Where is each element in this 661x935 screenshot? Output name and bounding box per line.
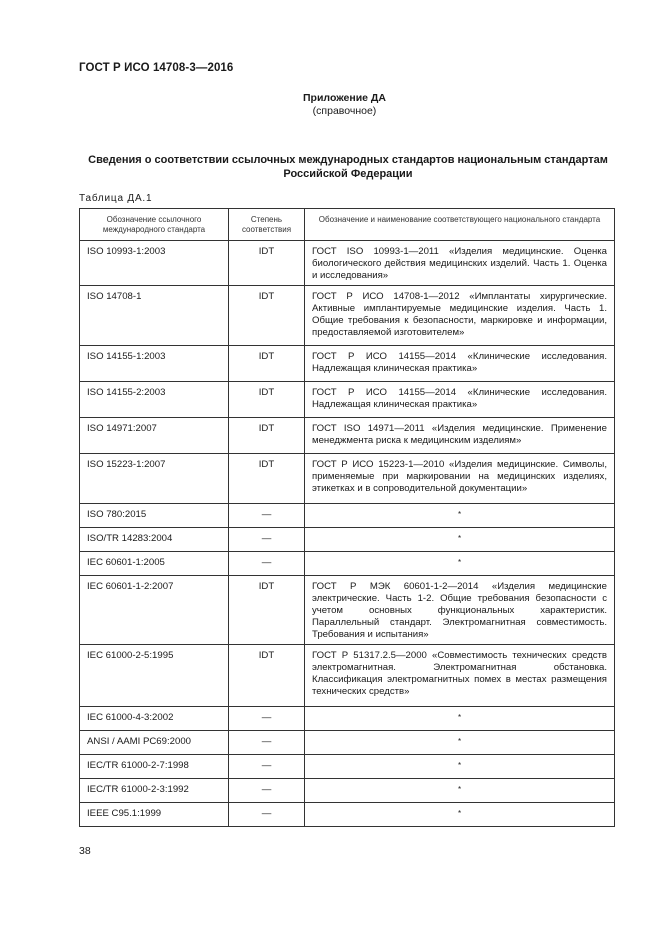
table-row: [80, 241, 615, 286]
cell-international-code: ISO 15223-1:2007: [80, 454, 229, 504]
header-degree: Степень соответствия: [229, 209, 305, 241]
cell-international-code: IEC 61000-4-3:2002: [80, 707, 229, 731]
cell-international-code: IEC 60601-1-2:2007: [80, 576, 229, 645]
cell-degree: IDT: [229, 418, 305, 454]
appendix-title: Приложение ДА: [303, 92, 386, 104]
cell-national-standard: *: [305, 552, 615, 576]
cell-degree: IDT: [229, 346, 305, 382]
cell-degree: IDT: [229, 286, 305, 346]
cell-international-code: ISO 14708-1: [80, 286, 229, 346]
table-row: [80, 731, 615, 755]
cell-international-code: ISO/TR 14283:2004: [80, 528, 229, 552]
table-caption: Таблица ДА.1: [79, 193, 153, 204]
cell-degree: —: [229, 803, 305, 827]
cell-national-standard: *: [305, 504, 615, 528]
table-row: [80, 779, 615, 803]
table-row: [80, 286, 615, 346]
cell-degree: —: [229, 755, 305, 779]
cell-national-standard: ГОСТ Р 51317.2.5—2000 «Совместимость технических средств электромагнитная. Электромагнитная обстановка. Классификация электромагнитных помех в местах размещения технических средств»: [305, 645, 615, 707]
cell-international-code: IEC 61000-2-5:1995: [80, 645, 229, 707]
cell-national-standard: ГОСТ Р ИСО 15223-1—2010 «Изделия медицинские. Символы, применяемые при маркировании на медицинских изделиях, этикетках и в сопроводительной документации»: [305, 454, 615, 504]
table-row: [80, 552, 615, 576]
cell-national-standard: *: [305, 528, 615, 552]
cell-international-code: ISO 780:2015: [80, 504, 229, 528]
cell-international-code: IEC/TR 61000-2-3:1992: [80, 779, 229, 803]
cell-international-code: ISO 10993-1:2003: [80, 241, 229, 286]
cell-international-code: ISO 14155-2:2003: [80, 382, 229, 418]
cell-national-standard: *: [305, 779, 615, 803]
table-row: [80, 755, 615, 779]
cell-international-code: IEC/TR 61000-2-7:1998: [80, 755, 229, 779]
section-title: Сведения о соответствии ссылочных международных стандартов национальным стандартам Российской Федерации: [88, 154, 608, 180]
cell-international-code: IEEE C95.1:1999: [80, 803, 229, 827]
appendix-subtitle: (справочное): [312, 105, 377, 117]
header-international-standard: Обозначение ссылочного международного стандарта: [80, 209, 229, 241]
cell-national-standard: ГОСТ Р ИСО 14708-1—2012 «Имплантаты хирургические. Активные имплантируемые медицинские изделия. Часть 1. Общие требования к безопасности, маркировке и информации, предоставляемой изготовителем»: [305, 286, 615, 346]
cell-national-standard: *: [305, 803, 615, 827]
cell-degree: —: [229, 552, 305, 576]
cell-international-code: IEC 60601-1:2005: [80, 552, 229, 576]
table-row: [80, 803, 615, 827]
cell-degree: IDT: [229, 576, 305, 645]
cell-international-code: ISO 14971:2007: [80, 418, 229, 454]
table-row: [80, 576, 615, 645]
cell-degree: —: [229, 707, 305, 731]
cell-national-standard: *: [305, 707, 615, 731]
cell-degree: IDT: [229, 645, 305, 707]
document-header: ГОСТ Р ИСО 14708-3—2016: [79, 62, 234, 74]
page-number: 38: [79, 845, 91, 857]
cell-international-code: ISO 14155-1:2003: [80, 346, 229, 382]
correspondence-table: [79, 208, 615, 827]
cell-national-standard: ГОСТ Р ИСО 14155—2014 «Клинические исследования. Надлежащая клиническая практика»: [305, 382, 615, 418]
cell-degree: —: [229, 528, 305, 552]
table-row: [80, 504, 615, 528]
cell-national-standard: *: [305, 755, 615, 779]
cell-national-standard: ГОСТ Р МЭК 60601-1-2—2014 «Изделия медицинские электрические. Часть 1-2. Общие требования безопасности с учетом основных функциональных характеристик. Параллельный стандарт. Электромагнитная совместимость. Требования и испытания»: [305, 576, 615, 645]
cell-degree: IDT: [229, 454, 305, 504]
cell-national-standard: ГОСТ ISO 14971—2011 «Изделия медицинские. Применение менеджмента риска к медицинским изделиям»: [305, 418, 615, 454]
cell-degree: —: [229, 731, 305, 755]
cell-degree: IDT: [229, 382, 305, 418]
table-row: [80, 528, 615, 552]
appendix-heading: [0, 92, 661, 118]
table-row: [80, 382, 615, 418]
cell-national-standard: ГОСТ Р ИСО 14155—2014 «Клинические исследования. Надлежащая клиническая практика»: [305, 346, 615, 382]
cell-national-standard: *: [305, 731, 615, 755]
cell-degree: —: [229, 504, 305, 528]
table-row: [80, 707, 615, 731]
table-row: [80, 645, 615, 707]
table-row: [80, 418, 615, 454]
header-national-standard: Обозначение и наименование соответствующего национального стандарта: [305, 209, 615, 241]
cell-degree: IDT: [229, 241, 305, 286]
table-row: [80, 346, 615, 382]
table-body: [80, 241, 615, 827]
table-row: [80, 454, 615, 504]
table-header-row: [80, 209, 615, 241]
cell-national-standard: ГОСТ ISO 10993-1—2011 «Изделия медицинские. Оценка биологического действия медицинских изделий. Часть 1. Оценка и исследования»: [305, 241, 615, 286]
cell-international-code: ANSI / AAMI PC69:2000: [80, 731, 229, 755]
cell-degree: —: [229, 779, 305, 803]
